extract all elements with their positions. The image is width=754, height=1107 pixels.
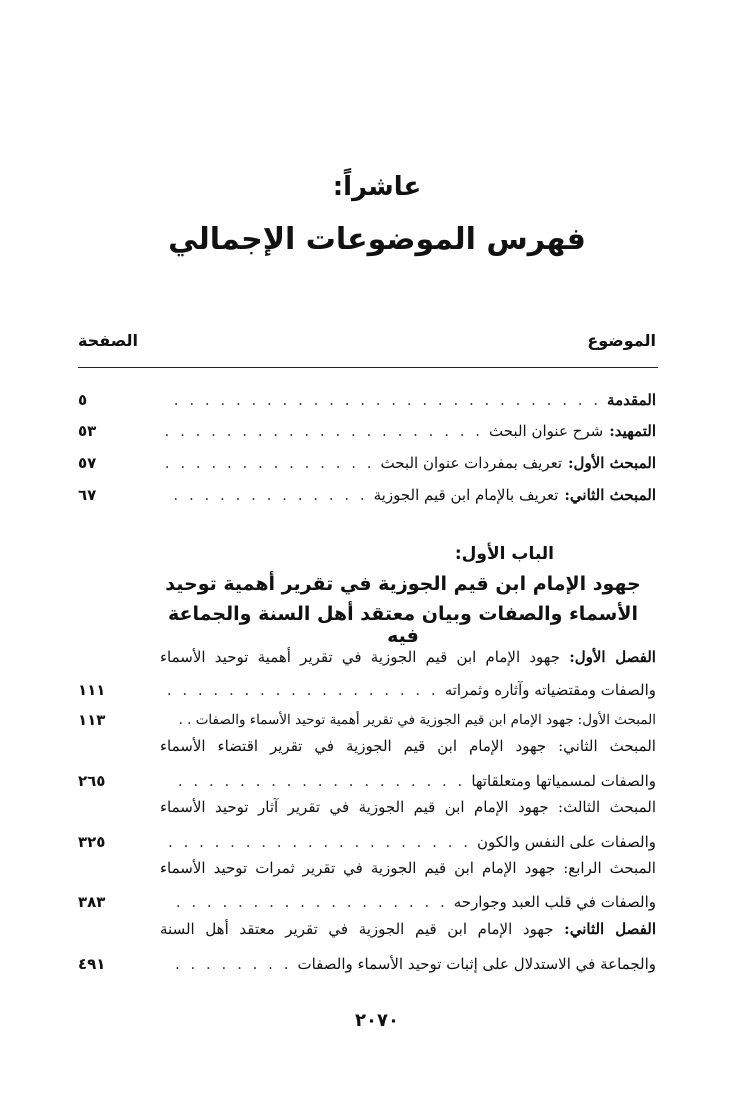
part-label: الباب الأول:	[454, 544, 554, 564]
toc-entry-text: جهود الإمام ابن قيم الجوزية في تقرير معتقد أهل السنة	[160, 920, 554, 938]
page-title: فهرس الموضوعات الإجمالي	[168, 222, 586, 257]
toc-entry-chapter-1-section-4-line-2	[160, 889, 656, 915]
toc-entry-chapter-2-line-1	[160, 920, 656, 946]
column-header-topic: الموضوع	[587, 331, 656, 350]
toc-entry-chapter-1-section-1	[160, 707, 656, 733]
leader-dots	[166, 454, 375, 472]
toc-entry-label: الفصل الثاني:	[564, 920, 656, 938]
toc-entry-text: جهود الإمام ابن قيم الجوزية في تقرير آثار توحيد الأسماء	[160, 798, 549, 816]
toc-entry-page: ١١٣	[78, 711, 106, 729]
leader-dots	[166, 772, 465, 790]
leader-dots	[166, 955, 291, 973]
part-title-line-2: الأسماء والصفات وبيان معتقد أهل السنة والجماعة فيه	[167, 603, 639, 647]
toc-entry-text: جهود الإمام ابن قيم الجوزية في تقرير أهمية توحيد الأسماء	[160, 648, 560, 666]
toc-entry-text: جهود الإمام ابن قيم الجوزية في تقرير ثمرات توحيد الأسماء	[160, 859, 556, 877]
toc-entry-label: المبحث الأول:	[568, 454, 656, 472]
toc-entry-chapter-1-section-2-line-1	[160, 737, 656, 763]
toc-entry-preface	[160, 418, 656, 444]
column-header-page: الصفحة	[78, 331, 139, 350]
part-title-line-1: جهود الإمام ابن قيم الجوزية في تقرير أهمية توحيد	[165, 573, 641, 595]
toc-entry-text: والصفات على النفس والكون	[477, 833, 656, 851]
toc-entry-introduction	[160, 387, 656, 413]
toc-entry-chapter-1-section-4-line-1	[160, 859, 656, 885]
toc-entry-chapter-1-section-3-line-2	[160, 829, 656, 855]
toc-entry-text: والصفات ومقتضياته وآثاره وثمراته	[444, 681, 656, 699]
toc-entry-label: الفصل الأول:	[569, 648, 656, 666]
leader-dots	[166, 391, 601, 409]
leader-dots	[166, 833, 471, 851]
leader-dots	[166, 681, 439, 699]
toc-entry-page: ٥٧	[78, 454, 97, 472]
toc-entry-section-2	[160, 482, 656, 508]
leader-dots	[166, 893, 448, 911]
toc-entry-label: المبحث الأول:	[577, 712, 656, 728]
toc-entry-label: المقدمة	[607, 391, 656, 409]
toc-entry-label: التمهيد:	[609, 422, 656, 440]
header-divider	[78, 367, 658, 368]
heading-section-number: عاشراً:	[332, 172, 422, 202]
toc-entry-page: ٦٧	[78, 486, 97, 504]
toc-entry-page: ٣٢٥	[78, 833, 106, 851]
toc-entry-label: المبحث الثاني:	[558, 737, 656, 755]
toc-entry-text: تعريف بمفردات عنوان البحث	[380, 454, 563, 472]
toc-entry-label: المبحث الثالث:	[558, 798, 656, 816]
toc-entry-chapter-1-line-2	[160, 677, 656, 703]
toc-entry-label: المبحث الثاني:	[564, 486, 656, 504]
toc-entry-section-1	[160, 450, 656, 476]
leader-dots	[166, 422, 483, 440]
toc-entry-page: ٣٨٣	[78, 893, 106, 911]
toc-entry-page: ٥	[78, 391, 88, 409]
toc-entry-text: شرح عنوان البحث	[489, 422, 604, 440]
toc-entry-text: والصفات في قلب العبد وجوارحه	[453, 893, 656, 911]
toc-entry-page: ٤٩١	[78, 955, 106, 973]
toc-entry-chapter-1-section-3-line-1	[160, 798, 656, 824]
leader-dots	[166, 486, 368, 504]
toc-entry-text: تعريف بالإمام ابن قيم الجوزية	[373, 486, 559, 504]
toc-entry-chapter-1-line-1	[160, 648, 656, 674]
page-number: ٢٠٧٠	[355, 1010, 399, 1031]
toc-entry-text: جهود الإمام ابن قيم الجوزية في تقرير اقتضاء الأسماء	[160, 737, 547, 755]
toc-entry-chapter-1-section-2-line-2	[160, 768, 656, 794]
toc-entry-page: ٢٦٥	[78, 772, 106, 790]
toc-entry-chapter-2-line-2	[160, 951, 656, 977]
toc-entry-text: والصفات لمسمياتها ومتعلقاتها	[471, 772, 656, 790]
toc-entry-page: ١١١	[78, 681, 106, 699]
toc-entry-label: المبحث الرابع:	[563, 859, 656, 877]
toc-entry-text: والجماعة في الاستدلال على إثبات توحيد الأسماء والصفات	[297, 955, 656, 973]
toc-entry-text: جهود الإمام ابن قيم الجوزية في تقرير أهمية توحيد الأسماء والصفات . .	[178, 712, 574, 728]
toc-entry-page: ٥٣	[78, 422, 97, 440]
